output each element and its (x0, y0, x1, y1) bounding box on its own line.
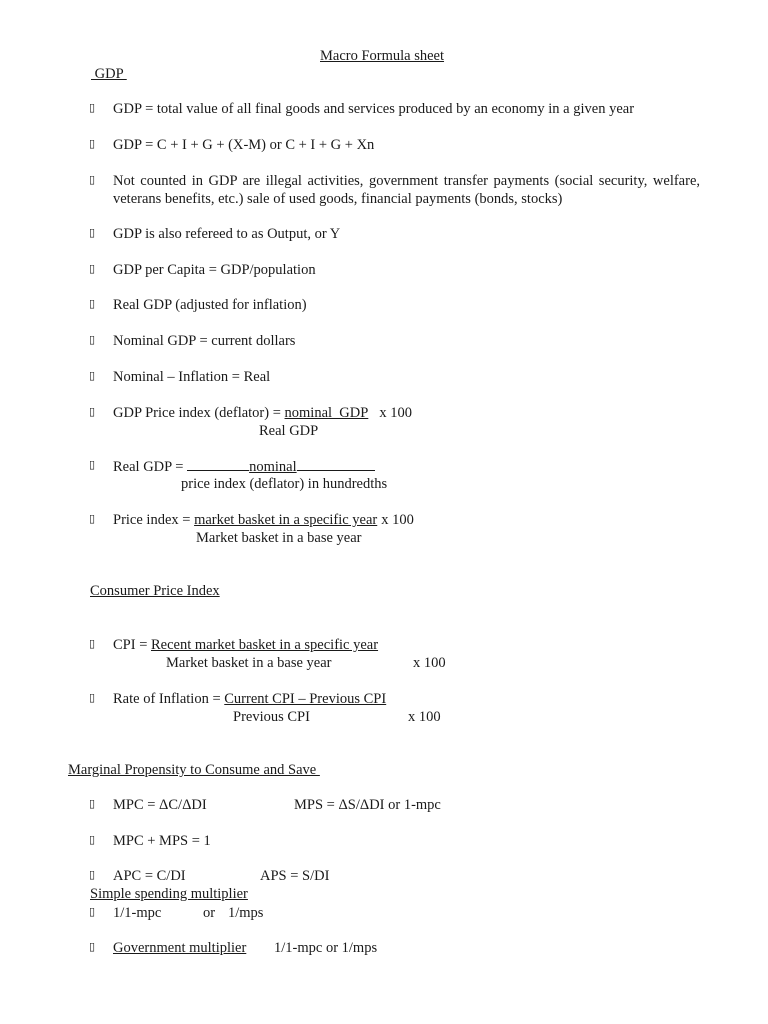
price-index-times: x 100 (381, 512, 414, 528)
price-index-numerator: market basket in a specific year (194, 512, 378, 528)
government-multiplier-label: Government multiplier (113, 940, 247, 956)
page-title: Macro Formula sheet (320, 48, 445, 64)
bullet-icon (89, 514, 97, 524)
aps-formula: APS = S/DI (260, 868, 330, 884)
bullet-icon (89, 799, 97, 809)
bullet-icon (89, 139, 97, 149)
blank-line (297, 457, 375, 471)
real-gdp-numerator: nominal (249, 459, 297, 475)
real-gdp-note: Real GDP (adjusted for inflation) (113, 297, 307, 313)
price-index-denominator: Market basket in a base year (196, 530, 362, 546)
gdp-not-counted: Not counted in GDP are illegal activities, government transfer payments (social security, welfare, veterans benefits, etc.) sale of used goods, financial payments (bonds, stocks) (113, 173, 700, 207)
cpi-heading: Consumer Price Index (90, 583, 220, 599)
bullet-icon (89, 371, 97, 381)
deflator-numerator: nominal GDP (284, 405, 369, 421)
cpi-lhs: CPI = (113, 637, 151, 653)
government-multiplier-value: 1/1-mpc or 1/mps (274, 940, 378, 956)
bullet-icon (89, 335, 97, 345)
inflation-numerator: Current CPI – Previous CPI (224, 691, 387, 707)
bullet-icon (89, 264, 97, 274)
bullet-icon (89, 175, 97, 185)
deflator-formula (113, 404, 412, 422)
gdp-heading: GDP (91, 66, 127, 82)
real-gdp-formula (113, 457, 375, 476)
price-index-formula (113, 511, 414, 529)
cpi-formula (113, 636, 378, 654)
bullet-icon (89, 460, 97, 470)
bullet-icon (89, 103, 97, 113)
gdp-expenditure-formula: GDP = C + I + G + (X-M) or C + I + G + Xn (113, 137, 375, 153)
inflation-formula (113, 690, 386, 708)
simple-multiplier-or: or (203, 905, 216, 921)
inflation-lhs: Rate of Inflation = (113, 691, 225, 707)
apc-formula: APC = C/DI (113, 868, 186, 884)
bullet-icon (89, 693, 97, 703)
nominal-minus-inflation: Nominal – Inflation = Real (113, 369, 271, 385)
gdp-per-capita: GDP per Capita = GDP/population (113, 262, 316, 278)
bullet-icon (89, 942, 97, 952)
cpi-times: x 100 (413, 655, 446, 671)
bullet-icon (89, 870, 97, 880)
price-index-lhs: Price index = (113, 512, 195, 528)
bullet-icon (89, 639, 97, 649)
inflation-denominator: Previous CPI (233, 709, 310, 725)
mpc-mps-heading: Marginal Propensity to Consume and Save (68, 762, 320, 778)
simple-multiplier-heading: Simple spending multiplier (90, 886, 248, 902)
bullet-icon (89, 907, 97, 917)
real-gdp-denominator: price index (deflator) in hundredths (181, 476, 388, 492)
bullet-icon (89, 299, 97, 309)
simple-multiplier-b: 1/mps (228, 905, 264, 921)
bullet-icon (89, 228, 97, 238)
mpc-formula: MPC = ΔC/ΔDI (113, 797, 207, 813)
bullet-icon (89, 407, 97, 417)
deflator-lhs: GDP Price index (deflator) = (113, 405, 285, 421)
mpc-mps-sum: MPC + MPS = 1 (113, 833, 211, 849)
blank-line (187, 457, 249, 471)
deflator-denominator: Real GDP (259, 423, 319, 439)
bullet-icon (89, 835, 97, 845)
nominal-gdp-note: Nominal GDP = current dollars (113, 333, 296, 349)
mps-formula: MPS = ΔS/ΔDI or 1-mpc (294, 797, 441, 813)
gdp-definition: GDP = total value of all final goods and services produced by an economy in a given year (113, 101, 635, 117)
real-gdp-lhs: Real GDP = (113, 459, 188, 475)
simple-multiplier-a: 1/1-mpc (113, 905, 162, 921)
inflation-times: x 100 (408, 709, 441, 725)
cpi-numerator: Recent market basket in a specific year (151, 637, 379, 653)
gdp-output-note: GDP is also refereed to as Output, or Y (113, 226, 341, 242)
cpi-denominator: Market basket in a base year (166, 655, 332, 671)
deflator-times: x 100 (379, 405, 412, 421)
